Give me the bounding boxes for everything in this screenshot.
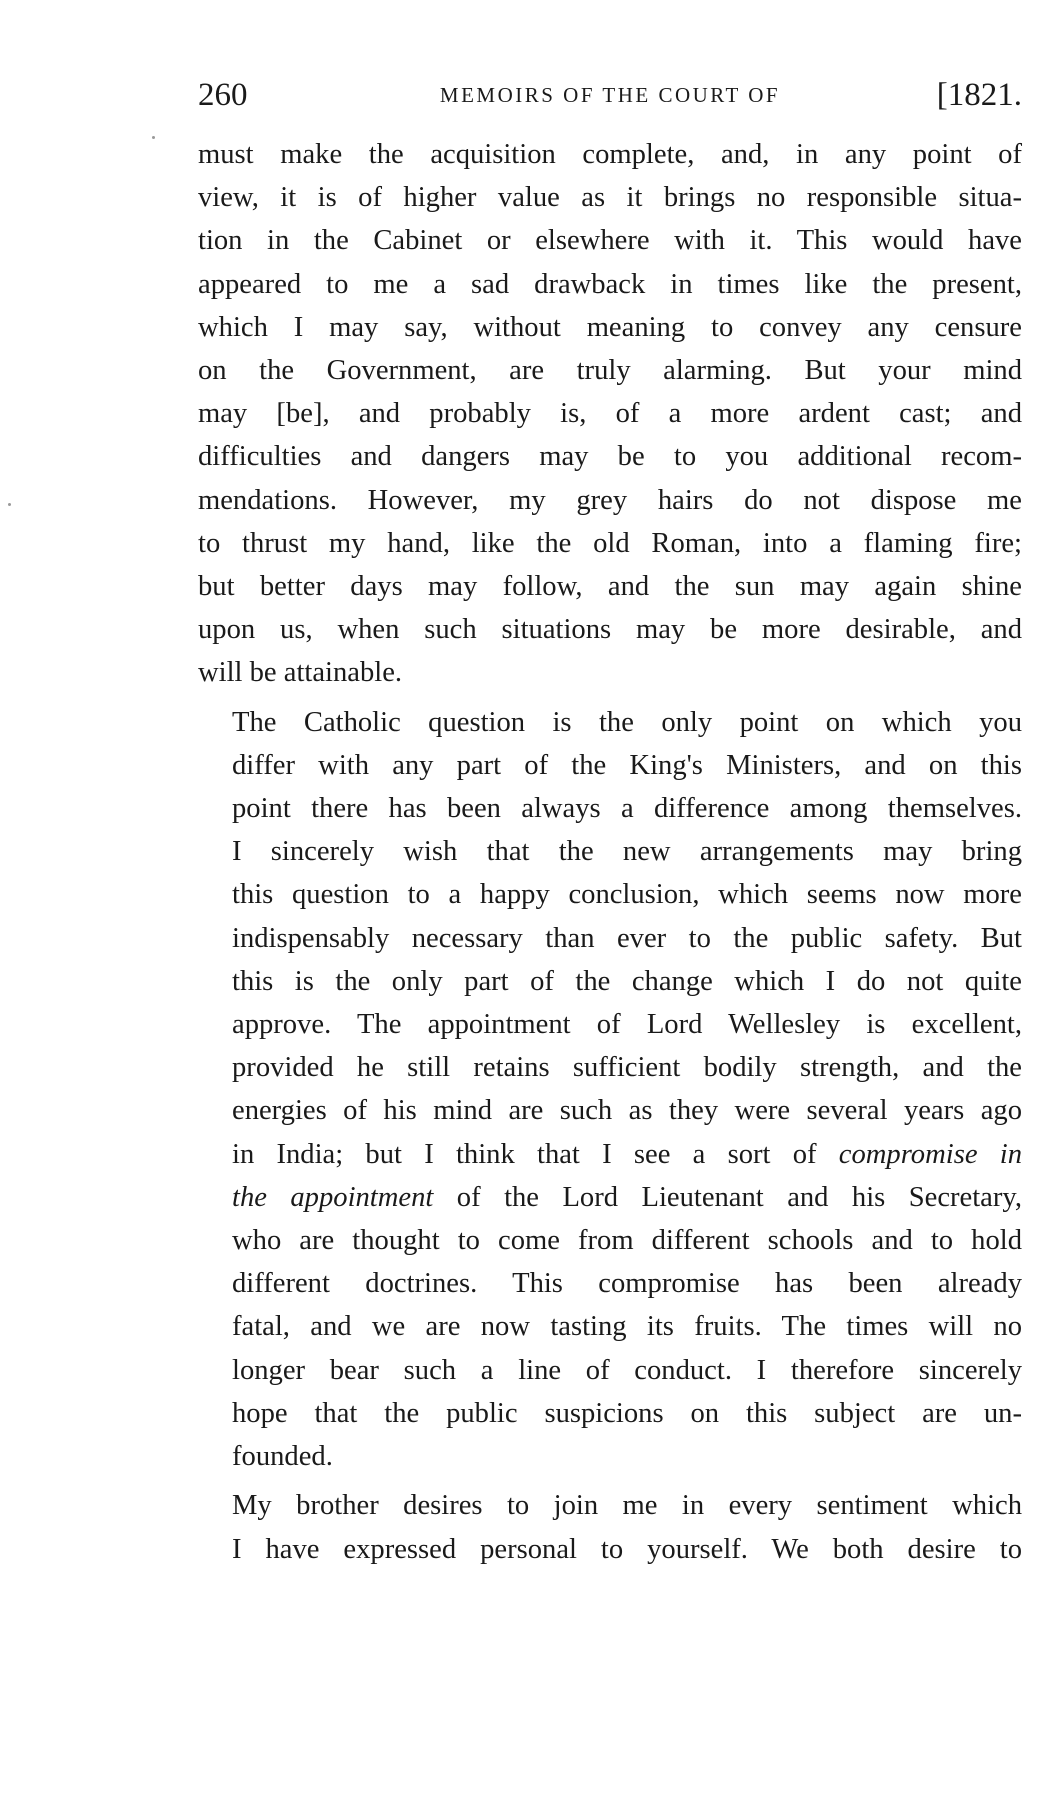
text-line: will be attainable.	[198, 657, 403, 689]
text-line-with-italic	[198, 1176, 1022, 1219]
text-line: mendations. However, my grey hairs do not dispose me	[198, 484, 1022, 516]
text-line: hope that the public suspicions on this subject are un-	[232, 1397, 1022, 1429]
paragraph-3	[198, 1484, 1022, 1570]
text-line: difficulties and dangers may be to you additional recom-	[198, 441, 1022, 473]
paragraph-1	[198, 133, 1022, 695]
book-page	[198, 70, 1022, 1571]
text-line: My brother desires to join me in every sentiment which	[232, 1490, 1022, 1522]
text-line: The Catholic question is the only point on which you	[232, 706, 1022, 738]
text-line: founded.	[232, 1441, 333, 1473]
text-line: may [be], and probably is, of a more ardent cast; and	[198, 398, 1022, 430]
text-line: provided he still retains sufficient bodily strength, and the	[232, 1052, 1022, 1084]
text-line: upon us, when such situations may be more desirable, and	[198, 614, 1022, 646]
text-line: point there has been always a difference among themselves.	[232, 793, 1022, 825]
text-line: view, it is of higher value as it brings no responsible situa-	[198, 182, 1022, 214]
text-line: longer bear such a line of conduct. I therefore sincerely	[232, 1354, 1022, 1386]
header-year: [1821.	[936, 77, 1022, 113]
text-line: this question to a happy conclusion, which seems now more	[232, 879, 1022, 911]
page-header	[198, 70, 1022, 120]
text-line: to thrust my hand, like the old Roman, into a flaming fire;	[198, 527, 1022, 559]
body-text	[198, 133, 1022, 1571]
text-line: but better days may follow, and the sun may again shine	[198, 571, 1022, 603]
text-segment: of the Lord Lieutenant and his Secretary,	[456, 1181, 1022, 1213]
text-line: differ with any part of the King's Ministers, and on this	[232, 749, 1022, 781]
paragraph-2	[198, 701, 1022, 1479]
italic-phrase: the appointment	[232, 1181, 434, 1213]
text-line: this is the only part of the change which I do not quite	[232, 965, 1022, 997]
text-line: which I may say, without meaning to convey any censure	[198, 311, 1022, 343]
text-line: I have expressed personal to yourself. We both desire to	[232, 1533, 1022, 1565]
text-line: who are thought to come from different schools and to hold	[232, 1225, 1022, 1257]
text-line: must make the acquisition complete, and, in any point of	[198, 139, 1022, 170]
text-segment: in India; but I think that I see a sort of	[232, 1138, 817, 1170]
text-line: energies of his mind are such as they were several years ago	[232, 1095, 1022, 1127]
text-line: appeared to me a sad drawback in times like the present,	[198, 268, 1022, 300]
paper-speck	[152, 136, 155, 139]
paper-speck	[8, 503, 11, 506]
italic-phrase: compromise in	[838, 1138, 1022, 1170]
text-line: I sincerely wish that the new arrangements may bring	[232, 836, 1022, 868]
text-line: tion in the Cabinet or elsewhere with it. This would have	[198, 225, 1022, 257]
text-line: different doctrines. This compromise has been already	[232, 1268, 1022, 1300]
text-line-with-italic	[198, 1133, 1022, 1176]
text-line: approve. The appointment of Lord Wellesley is excellent,	[232, 1009, 1022, 1041]
page-number: 260	[198, 77, 248, 113]
text-line: on the Government, are truly alarming. But your mind	[198, 355, 1022, 387]
text-line: fatal, and we are now tasting its fruits. The times will no	[232, 1311, 1022, 1343]
running-title: MEMOIRS OF THE COURT OF	[439, 83, 781, 107]
text-line: indispensably necessary than ever to the public safety. But	[232, 922, 1022, 954]
